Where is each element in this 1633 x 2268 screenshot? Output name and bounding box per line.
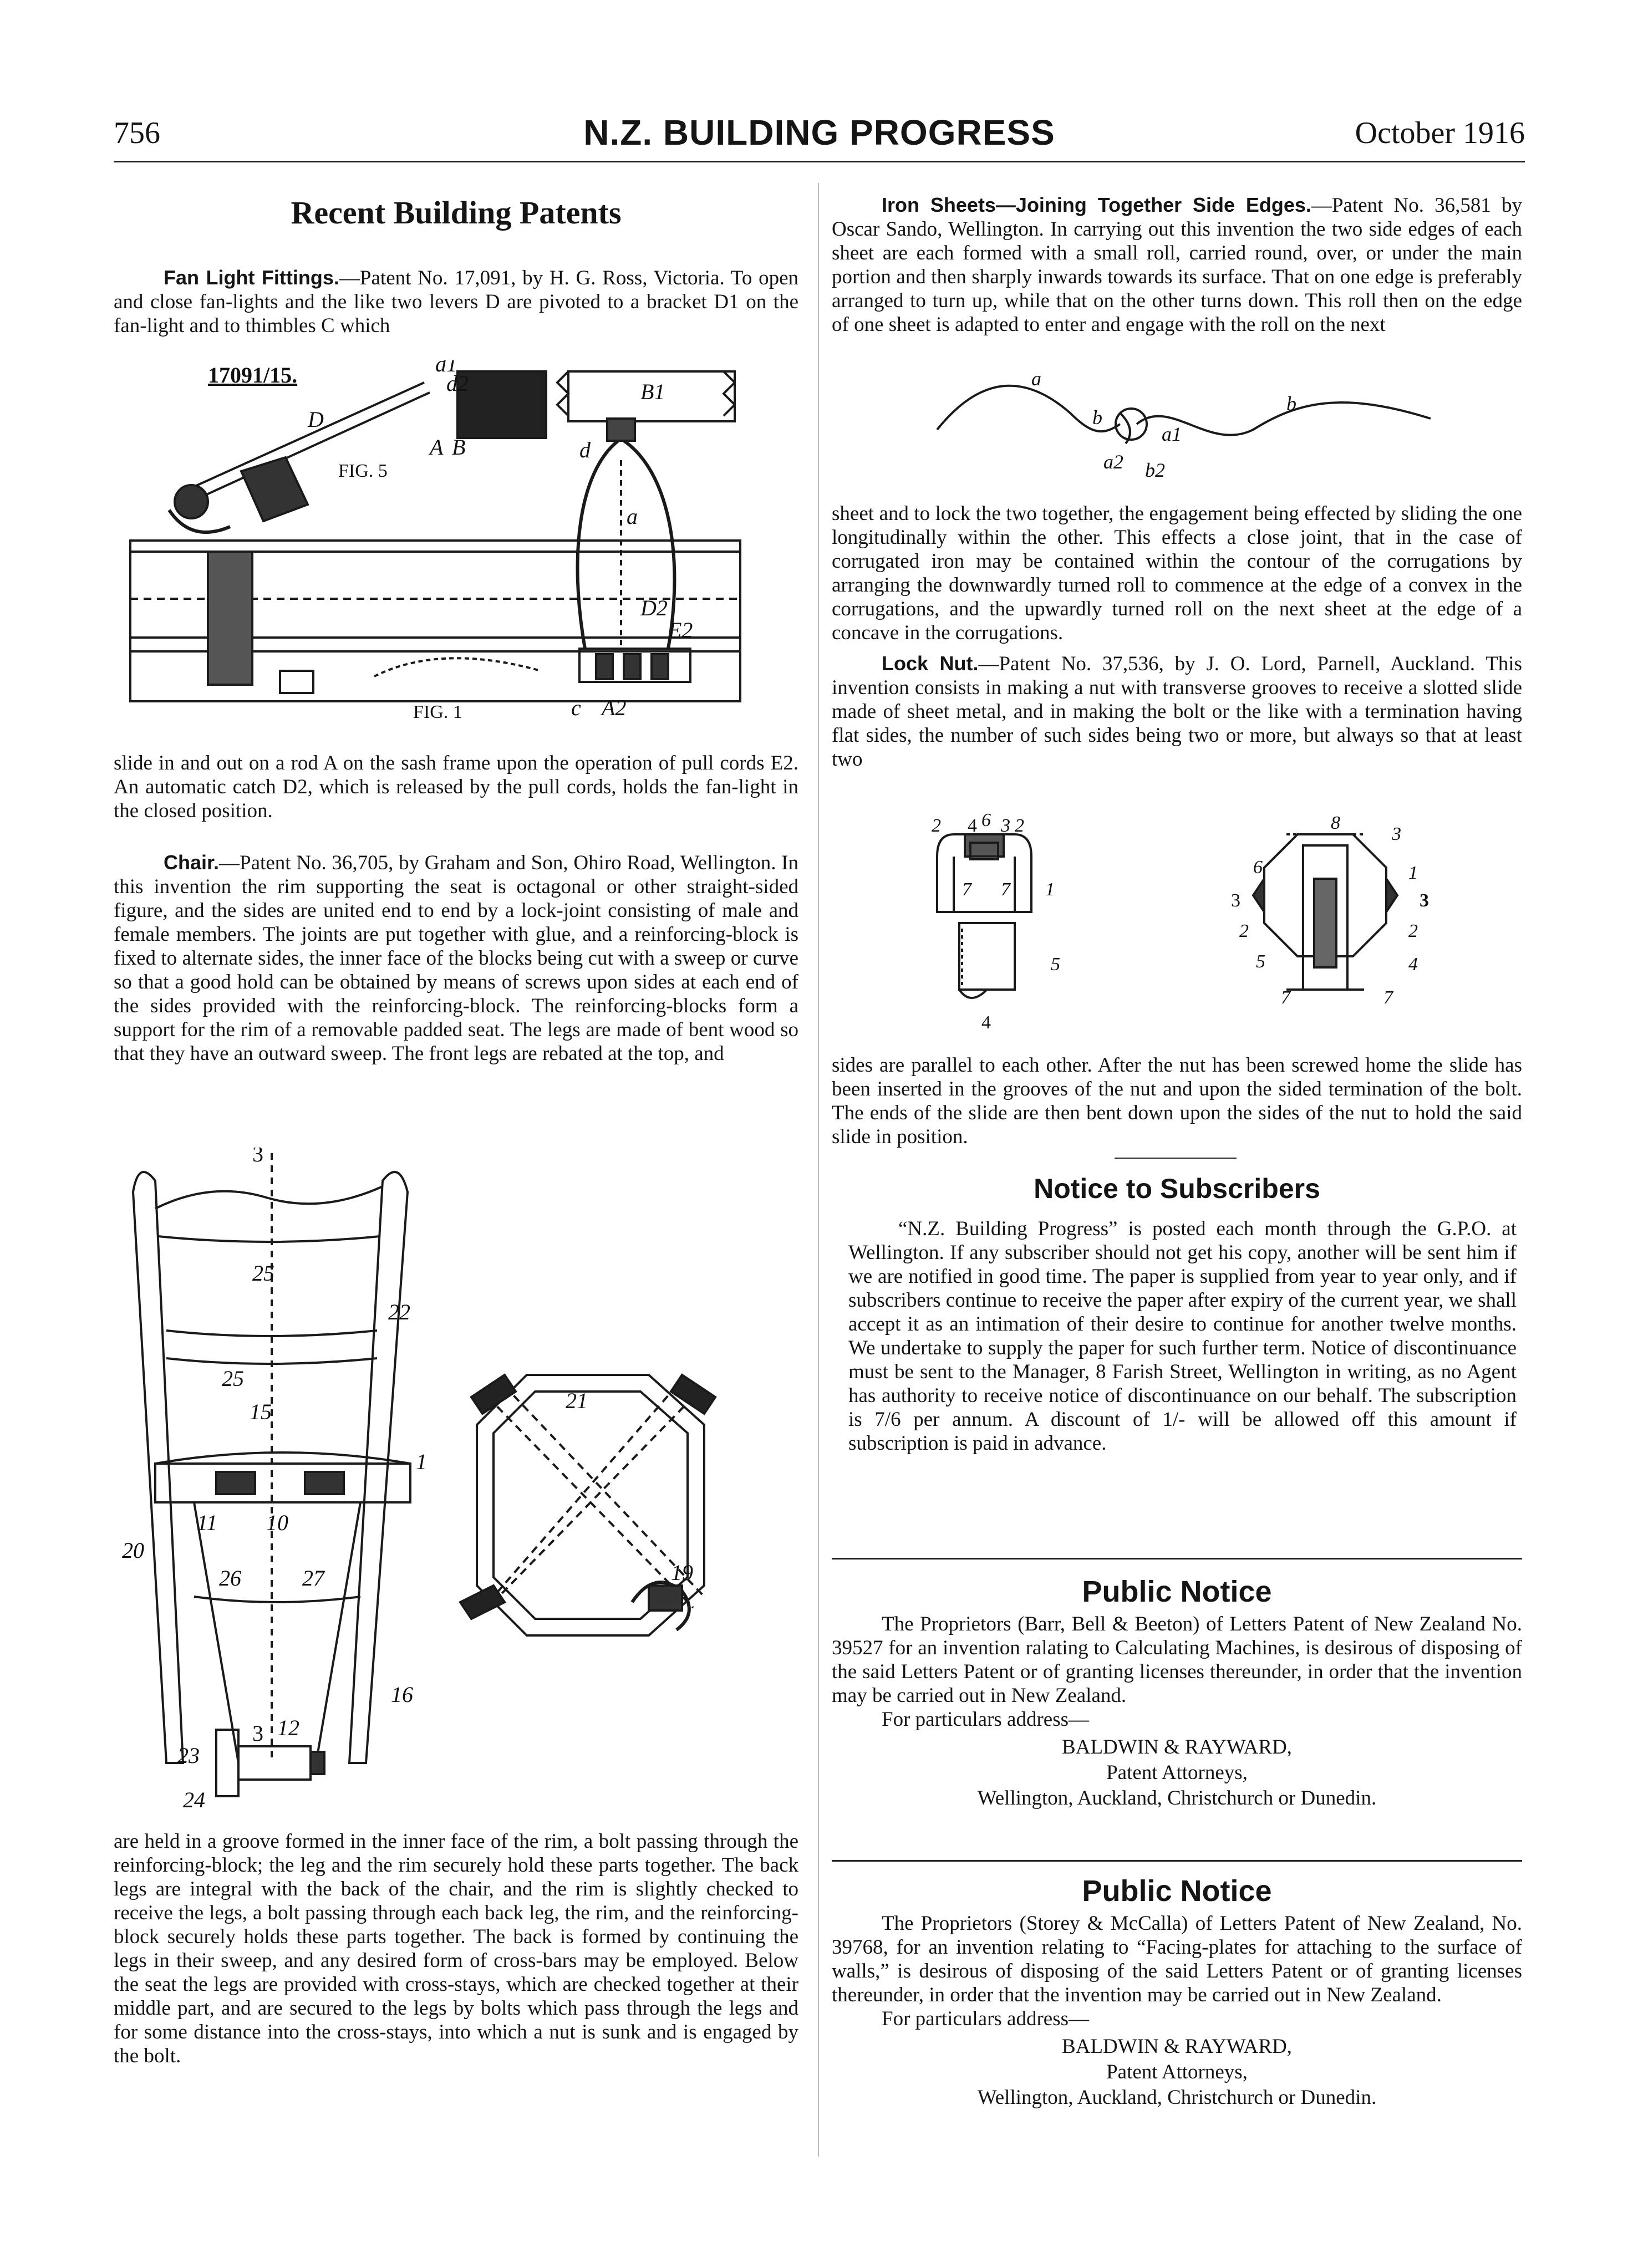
fig-label-c: c xyxy=(571,695,581,720)
iron-label-a: a xyxy=(1031,369,1041,390)
nut-label-7d: 7 xyxy=(1383,987,1393,1008)
masthead-rule xyxy=(114,161,1525,162)
iron-label-b2: b2 xyxy=(1145,459,1165,480)
nut-label-2b: 2 xyxy=(1015,816,1024,836)
chair-label-22: 22 xyxy=(388,1299,410,1324)
nut-label-4c: 4 xyxy=(1408,954,1418,975)
chair-label-11: 11 xyxy=(197,1510,218,1535)
chair-label-25b: 25 xyxy=(222,1366,244,1391)
chair-label-12: 12 xyxy=(277,1715,299,1740)
nut-label-6b: 6 xyxy=(1253,857,1263,878)
publication-title: N.Z. BUILDING PROGRESS xyxy=(583,113,1055,152)
nut-label-3a: 3 xyxy=(1001,816,1010,836)
chair-label-24: 24 xyxy=(183,1787,205,1812)
chair-label-10: 10 xyxy=(266,1510,288,1535)
iron-label-b-left: b xyxy=(1092,406,1102,429)
fig-label-A2: A2 xyxy=(602,695,627,720)
lock-nut-text-2: sides are parallel to each other. After the nut has been screwed home the slide has been inserted in the grooves of the nut and upon the sided termination of the bolt. The ends of the slide are then bent down upon the sides of the nut to hold the said slide in position. xyxy=(832,1054,1522,1148)
public-notice-1-heading: Public Notice xyxy=(1082,1575,1272,1608)
nut-label-2d: 2 xyxy=(1408,921,1418,941)
issue-date: October 1916 xyxy=(1355,116,1525,150)
notice-rule-2 xyxy=(832,1860,1522,1862)
nut-label-3c: 3 xyxy=(1231,890,1240,911)
public-notice-2-heading: Public Notice xyxy=(1082,1874,1272,1908)
nut-label-4a: 4 xyxy=(968,816,977,836)
right-column-3 xyxy=(832,1053,1522,1149)
right-column xyxy=(832,193,1522,337)
fig-label-d2: d2 xyxy=(446,371,469,396)
iron-sheets-text-2: sheet and to lock the two together, the engagement being effected by sliding the one longitudinally within the other. This effects a close joint, that in the case of corrugated iron may be contained within the contour of the corrugations by arranging the downwardly turned roll to commence at the edge of a convex in the corrugations, and the upwardly turned roll on the next sheet at the edge of a concave in the corrugations. xyxy=(832,502,1522,644)
fan-light-text-1: Fan Light Fittings.—Patent No. 17,091, by H. G. Ross, Victoria. To open and close fan-lights and the like two levers D are pivoted to a bracket D1 on the fan-light and to thimbles C which xyxy=(114,266,798,337)
lock-nut-text-1: Lock Nut.—Patent No. 37,536, by J. O. Lord, Parnell, Auckland. This invention consists in making a nut with transverse grooves to receive a slotted slide made of sheet metal, and in making the bolt or the like with a termination having flat sides, the number of such sides being two or more, but always so that at least two xyxy=(832,652,1522,771)
chair-lead: Chair. xyxy=(164,851,220,874)
nut-label-2a: 2 xyxy=(932,816,941,836)
chair-label-20: 20 xyxy=(122,1538,144,1563)
column-divider xyxy=(818,183,819,2157)
lock-nut-lead: Lock Nut. xyxy=(882,652,979,675)
fig-label-D: D xyxy=(308,407,324,432)
fig-label-E2: E2 xyxy=(668,618,693,643)
chair-label-1: 1 xyxy=(416,1449,427,1474)
notice-subscribers-text: “N.Z. Building Progress” is posted each month through the G.P.O. at Wellington. If any subscriber should not get his copy, another will be sent him if we are notified in good time. The paper is supplied from year to year only, and if subscribers continue to receive the paper after expiry of the current year, we shall accept it as an intimation of their desire to continue for another twelve months. We undertake to supply the paper for such further term. Notice of discontinuance must be sent to the Manager, 8 Farish Street, Wellington in writing, as no Agent has authority to receive notice of discontinuance on our behalf. The subscription is 7/6 per annum. A discount of 1/- will be allowed off this amount if subscription is paid in advance. xyxy=(848,1217,1517,1455)
page-number: 756 xyxy=(114,116,160,150)
fan-light-figure xyxy=(125,360,746,732)
left-column xyxy=(114,188,798,338)
corrugation-drawing xyxy=(932,369,1442,480)
nut-label-3b: 3 xyxy=(1392,824,1401,844)
public-notice-1-text: The Proprietors (Barr, Bell & Beeton) of Letters Patent of New Zealand No. 39527 for an invention ralating to Calculating Machines, is desirous of disposing of the said Letters Patent or of granting licenses thereunder, in order that the invention may be carried out in New Zealand. xyxy=(832,1613,1522,1707)
fig-label-A: A xyxy=(430,435,444,460)
public-notice-1-role: Patent Attorneys, xyxy=(1106,1761,1248,1784)
iron-sheets-text-1: Iron Sheets—Joining Together Side Edges.—Patent No. 36,581 by Oscar Sando, Wellington. In carrying out this invention the two side edges of each sheet are each formed with a small roll, carried round, over, or under the main portion and then sharply inwards towards its surface. That on one edge is preferably arranged to turn up, while that on the other turns down. This roll then on the edge of one sheet is adapted to enter and engage with the roll on the next xyxy=(832,193,1523,336)
public-notice-2-address-line: For particulars address— xyxy=(882,2007,1090,2030)
fig-label-B: B xyxy=(452,435,466,460)
fig-label-d1: d1 xyxy=(435,360,457,376)
fan-light-drawing xyxy=(125,360,746,732)
chair-drawing xyxy=(105,1148,810,1813)
left-column-2 xyxy=(114,751,798,1066)
nut-label-7b: 7 xyxy=(1001,879,1010,900)
chair-label-25a: 25 xyxy=(252,1261,274,1286)
chair-label-26: 26 xyxy=(219,1566,241,1591)
iron-sheets-lead: Iron Sheets—Joining Together Side Edges. xyxy=(882,193,1311,216)
chair-label-19: 19 xyxy=(671,1560,693,1585)
notice-subscribers xyxy=(832,1173,1522,1455)
nut-label-2c: 2 xyxy=(1239,921,1249,941)
fig5-caption: FIG. 5 xyxy=(338,461,388,481)
public-notice-1-address-line: For particulars address— xyxy=(882,1708,1090,1731)
public-notice-2-cities: Wellington, Auckland, Christchurch or Dunedin. xyxy=(977,2086,1377,2109)
chair-label-16: 16 xyxy=(391,1682,413,1707)
chair-label-23: 23 xyxy=(177,1743,200,1768)
nut-label-6a: 6 xyxy=(981,812,991,830)
nut-label-7a: 7 xyxy=(962,879,971,900)
masthead xyxy=(114,115,1525,160)
nut-label-3d: 3 xyxy=(1420,890,1429,911)
notice-subscribers-heading: Notice to Subscribers xyxy=(1034,1173,1320,1204)
public-notice-1-firm: BALDWIN & RAYWARD, xyxy=(1062,1736,1292,1759)
nut-label-8: 8 xyxy=(1331,813,1340,833)
nut-label-4b: 4 xyxy=(981,1012,991,1033)
chair-label-3-top: 3 xyxy=(252,1148,263,1166)
chair-text-1: Chair.—Patent No. 36,705, by Graham and Son, Ohiro Road, Wellington. In this invention the rim supporting the seat is octagonal or other straight-sided figure, and the sides are united end to end by a lock-joint consisting of male and female members. The joints are put together with glue, and a reinforcing-block is fixed to alternate sides, the inner face of the blocks being cut with a sweep or curve so that a good hold can be obtained by means of screws upon sides at each end of the sides provided with the reinforcing-block. The reinforcing-blocks form a support for the rim of a removable padded seat. The legs are made of bent wood so that they have an outward sweep. The front legs are rebated at the top, and xyxy=(114,851,798,1065)
public-notice-1 xyxy=(832,1574,1522,1811)
fan-light-text-2: slide in and out on a rod A on the sash frame upon the operation of pull cords E2. An automatic catch D2, which is released by the pull cords, holds the fan-light in the closed position. xyxy=(114,752,798,822)
fig-label-D2: D2 xyxy=(640,595,668,620)
public-notice-2-role: Patent Attorneys, xyxy=(1106,2061,1248,2083)
fan-light-lead: Fan Light Fittings. xyxy=(164,266,339,289)
section-heading: Recent Building Patents xyxy=(291,195,622,231)
left-column-3 xyxy=(114,1829,798,2068)
nut-label-1b: 1 xyxy=(1408,863,1418,883)
public-notice-2-firm: BALDWIN & RAYWARD, xyxy=(1062,2035,1292,2058)
iron-sheets-figure xyxy=(932,369,1442,480)
right-column-2 xyxy=(832,502,1522,771)
chair-figure xyxy=(105,1148,810,1813)
lock-nut-drawing xyxy=(920,812,1475,1034)
chair-label-3-bottom: 3 xyxy=(252,1721,263,1746)
chair-label-15: 15 xyxy=(250,1399,272,1424)
nut-label-5a: 5 xyxy=(1051,954,1060,975)
short-rule-1 xyxy=(1115,1158,1237,1159)
fig1-caption: FIG. 1 xyxy=(413,702,462,722)
iron-label-a2: a2 xyxy=(1103,451,1123,473)
fig-label-d: d xyxy=(579,437,591,462)
nut-label-7c: 7 xyxy=(1281,987,1290,1008)
fig-label-B1: B1 xyxy=(640,379,665,404)
chair-label-27: 27 xyxy=(302,1566,324,1591)
iron-label-b-right: b xyxy=(1286,393,1296,415)
public-notice-2-text: The Proprietors (Storey & McCalla) of Letters Patent of New Zealand, No. 39768, for an invention relating to “Facing-plates for attaching to the surface of walls,” is desirous of disposing of the said Letters Patent or of granting licenses thereunder, in order that the invention may be carried out in New Zealand. xyxy=(832,1912,1522,2006)
public-notice-1-cities: Wellington, Auckland, Christchurch or Dunedin. xyxy=(977,1787,1377,1810)
notice-rule-1 xyxy=(832,1558,1522,1559)
public-notice-2 xyxy=(832,1874,1522,2111)
lock-nut-figure xyxy=(920,812,1475,1034)
chair-text-2: are held in a groove formed in the inner face of the rim, a bolt passing through the reinforcing-block; the leg and the rim securely hold these parts together. The back legs are integral with the back of the chair, and the rim is slightly checked to receive the legs, a bolt passing through each back leg, the rim, and the reinforcing-block securely holds these parts together. The back is formed by continuing the legs in their sweep, and any desired form of cross-bars may be employed. Below the seat the legs are provided with cross-stays, which are checked together at their middle part, and are secured to the legs by bolts which pass through the legs and for some distance into the cross-stays, into which a nut is sunk and is engaged by the bolt. xyxy=(114,1830,798,2067)
iron-label-a1: a1 xyxy=(1162,423,1182,445)
chair-label-21: 21 xyxy=(566,1388,588,1413)
nut-label-5b: 5 xyxy=(1256,951,1265,972)
fig-label-a: a xyxy=(627,504,638,529)
figure-number: 17091/15. xyxy=(208,363,298,388)
nut-label-1a: 1 xyxy=(1045,879,1055,900)
